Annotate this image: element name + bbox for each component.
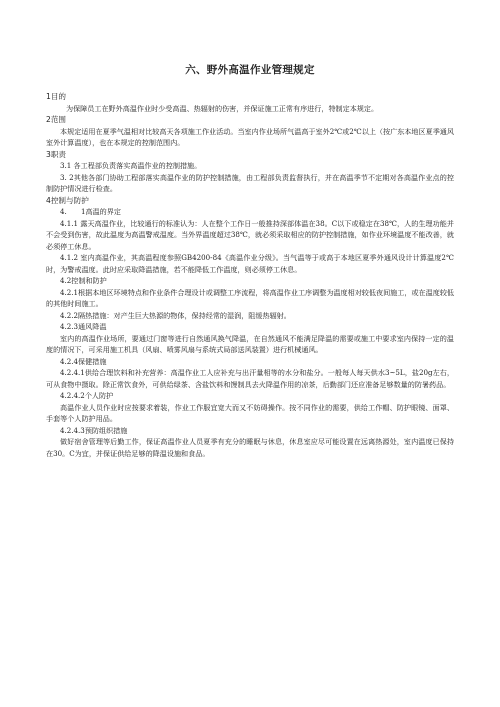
subheading-4-1: 4. 1高温的界定 [60,207,121,216]
paragraph-4-2-1: 4.2.1根据本地区环境特点和作业条件合理设计或调整工序流程，将高温作业工序调整为温度相对较低夜间施工，或在温度较低的其他时间施工。 [46,287,455,308]
paragraph-4-2-4-3: 做好宿舍管理等后勤工作，保证高温作业人员夏季有充分的睡眠与休息，休息室应尽可能设置在远离热源处，室内温度已保持在30。C为宜，并保证供给足够的降温设施和食品。 [46,437,454,458]
scope-paragraph: 本规定适用在夏季气温相对比较高天各项施工作业活动。当室内作业场所气温高于室外2℃或2℃以上（按广东本地区夏季通风室外计算温度），也在本规定的控制范围内。 [46,126,454,147]
subheading-4-2-4-2: 4.2.4.2个人防护 [60,391,114,400]
section-heading-control: 4控制与防护 [46,195,89,205]
section-heading-duties: 3职责 [46,149,67,159]
purpose-paragraph: 为保障员工在野外高温作业时少受高温、热辐射的伤害，并保证施工正常有序进行，特制定本规定。 [66,103,379,113]
section-heading-purpose: 1目的 [46,92,67,101]
paragraph-4-1-1: 4.1.1 露天高温作业，比较通行的标准认为：人在整个工作日一般推持深部体温在38。C以下或稳定在38℃，人的生理功能并不会受到伤害，故此温度为高温警戒温度。当外界温度超过38℃，就必须采取相应的防护控制措施，如作业环境温度不能改善，就必须停工休息。 [46,218,454,251]
section-heading-scope: 2范围 [46,115,67,124]
subheading-4-2-3: 4.2.3通风降温 [60,322,107,331]
paragraph-4-2-4-2: 高温作业人员作业时应按要求着装，作业工作服宜宽大而又不妨碍操作。按不同作业的需要，供给工作帽、防护眼镜、面罩、手套等个人防护用品。 [46,402,454,423]
subheading-4-2-4: 4.2.4保健措施 [60,356,107,366]
subheading-4-2: 4.2控制和防护 [60,276,107,285]
subheading-4-2-4-3: 4.2.4.3预防组织措施 [60,425,128,435]
paragraph-4-2-4-1: 4.2.4.1供给合理饮料和补充营养：高温作业工人应补充与出汗量相等的水分和盐分。一般每人每天供水3~5L，盐20g左右，可从食物中摄取。除正常饮食外，可供给绿茶、含盐饮料和馒制具去火降温作用的凉茶，后勤部门还应准备足够数量的防暑药品。 [46,368,454,389]
paragraph-4-2-2: 4.2.2隔热措施：对产生巨大热源的物体，保持经常的湿润，阻缓热辐射。 [60,310,291,320]
duties-item-3-1: 3.1 各工程部负责落实高温作业的控制措施。 [60,161,202,170]
duties-item-3-2: 3. 2其他各部门协助工程部落实高温作业的防护控制措施，由工程部负责监督执行，并在高温季节不定期对各高温作业点的控制防护情况进行检查。 [46,172,454,193]
paragraph-4-2-3: 室内的高温作业场所，要通过门窗等进行自然通风换气降温，在自然通风不能满足降温的需要或施工中要求室内保持一定的温度的情况下，可采用施工机具（风扇、喷雾风扇与系统式局部送风装置）进行机械通风。 [46,333,454,354]
document-title: 六、野外高温作业管理规定 [185,64,315,76]
paragraph-4-1-2: 4.1.2 室内高温作业，其高温程度参照GB4200-84《高温作业分级》。当气温等于或高于本地区夏季外通风设计计算温度2℃时，为警戒温度。此时应采取降温措施，若不能降低工作温度，则必须停工休息。 [46,253,454,274]
